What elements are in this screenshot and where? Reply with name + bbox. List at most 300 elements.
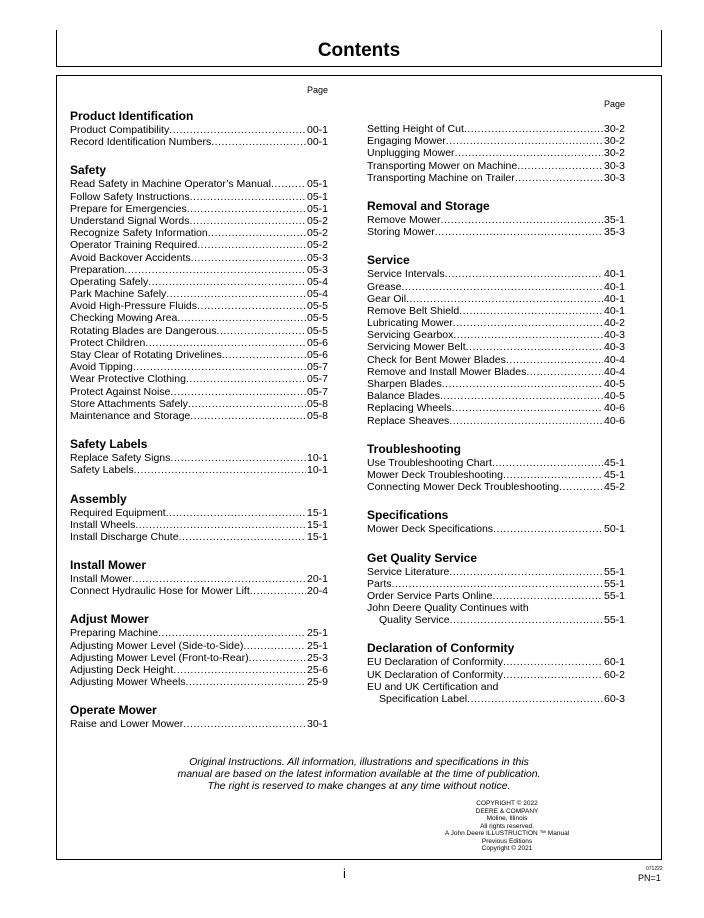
toc-entry-page: 40-1 — [603, 292, 625, 305]
toc-section-heading[interactable]: Operate Mower — [70, 703, 157, 718]
dot-leader — [503, 656, 603, 668]
toc-entry-title: Protect Children — [70, 336, 146, 349]
toc-entry-title: Setting Height of Cut — [367, 123, 464, 135]
dot-leader — [250, 585, 306, 597]
toc-entry[interactable] — [70, 337, 328, 349]
dot-leader — [191, 252, 306, 264]
toc-entry-page: 30-3 — [603, 159, 625, 172]
toc-entry[interactable] — [70, 276, 328, 288]
toc-entry[interactable] — [70, 325, 328, 337]
toc-entry-page: 10-1 — [306, 464, 328, 477]
toc-entry[interactable] — [70, 676, 328, 688]
toc-entry-page: 45-2 — [603, 481, 625, 494]
toc-entry-title: EU Declaration of Conformity — [367, 656, 503, 669]
dot-leader — [467, 693, 603, 705]
toc-entry-page: 10-1 — [306, 452, 328, 465]
toc-entry[interactable] — [367, 226, 625, 238]
toc-entry-title: Grease — [367, 280, 402, 293]
toc-entry-page: 05-3 — [306, 263, 328, 276]
toc-entry[interactable] — [70, 136, 328, 148]
page-column-header: Page — [603, 99, 625, 109]
toc-entry[interactable] — [70, 573, 328, 585]
toc-entry-page: 40-3 — [603, 341, 625, 354]
toc-entry[interactable] — [70, 361, 328, 373]
toc-entry-title: Wear Protective Clothing — [70, 373, 186, 386]
dot-leader — [132, 573, 306, 585]
toc-entry-title: Parts — [367, 577, 392, 590]
toc-entry-page: 60-3 — [603, 693, 625, 705]
toc-entry[interactable] — [367, 135, 625, 147]
dot-leader — [559, 481, 603, 493]
dot-leader — [166, 288, 306, 300]
dot-leader — [188, 398, 306, 410]
toc-entry-title: Remove Belt Shield — [367, 304, 460, 317]
toc-entry[interactable] — [70, 664, 328, 676]
toc-entry-page: 05-8 — [306, 397, 328, 410]
dot-leader — [493, 523, 603, 535]
toc-entry-page: 30-2 — [603, 147, 625, 160]
toc-entry-page: 05-1 — [306, 202, 328, 215]
toc-entry-page: 05-7 — [306, 361, 328, 374]
toc-entry-title: Product Compatibility — [70, 124, 170, 136]
toc-section — [367, 200, 625, 238]
toc-entry-page: 25-1 — [306, 627, 328, 640]
dot-leader — [271, 178, 306, 190]
dot-leader — [133, 361, 306, 373]
toc-entry-page: 50-1 — [603, 523, 625, 536]
toc-entry[interactable] — [70, 507, 328, 519]
toc-entry[interactable] — [70, 288, 328, 300]
toc-entry-title: EU and UK Certification and — [367, 680, 499, 693]
toc-entry[interactable] — [367, 590, 625, 602]
toc-entry-page: 30-1 — [306, 718, 328, 731]
toc-entry-title: Gear Oil — [367, 292, 407, 305]
toc-entry-title: Transporting Machine on Trailer — [367, 171, 515, 184]
toc-entry[interactable] — [70, 410, 328, 422]
toc-entry-title: Avoid Tipping — [70, 361, 133, 374]
toc-entry-title: Adjusting Mower Level (Side-to-Side) — [70, 639, 244, 652]
toc-entry-title: Storing Mower — [367, 226, 435, 239]
dot-leader — [158, 627, 306, 639]
toc-entry[interactable] — [367, 656, 625, 668]
toc-entry[interactable] — [367, 469, 625, 481]
toc-entry-page: 40-6 — [603, 402, 625, 415]
toc-entry-title: Transporting Mower on Machine — [367, 159, 518, 172]
dot-leader — [506, 354, 603, 366]
note-line: The right is reserved to make changes at any time without notice. — [207, 780, 511, 792]
dot-leader — [187, 203, 306, 215]
toc-entry[interactable] — [70, 585, 328, 597]
toc-entry[interactable] — [70, 718, 328, 730]
toc-entry[interactable] — [70, 239, 328, 251]
toc-entry-title: John Deere Quality Continues with — [367, 602, 529, 615]
toc-section — [367, 509, 625, 535]
toc-entry-title: Install Wheels — [70, 518, 136, 531]
toc-entry[interactable] — [70, 386, 328, 398]
toc-entry-page: 30-3 — [603, 171, 625, 184]
toc-section — [70, 438, 328, 476]
dot-leader — [440, 390, 603, 402]
toc-entry[interactable] — [70, 531, 328, 543]
toc-entry-page: 55-1 — [603, 565, 625, 578]
dot-leader — [441, 214, 603, 226]
toc-entry-title: Understand Signal Words — [70, 214, 190, 227]
dot-leader — [124, 264, 306, 276]
toc-entry-page: 15-1 — [306, 530, 328, 543]
copyright-line: COPYRIGHT © 2022 — [476, 800, 538, 807]
toc-entry-page: 60-1 — [603, 656, 625, 669]
toc-entry-title: Required Equipment — [70, 506, 166, 519]
toc-entry[interactable] — [367, 415, 625, 427]
dot-leader — [179, 531, 306, 543]
toc-section-heading[interactable]: Removal and Storage — [367, 198, 490, 213]
toc-entry-title: Follow Safety Instructions — [70, 190, 190, 203]
dot-leader — [189, 215, 306, 227]
toc-entry-title: Raise and Lower Mower — [70, 718, 184, 731]
toc-entry[interactable] — [70, 349, 328, 361]
toc-entry-page: 05-4 — [306, 275, 328, 288]
dot-leader — [503, 469, 603, 481]
dot-leader — [208, 227, 306, 239]
toc-section — [70, 613, 328, 688]
toc-entry-title: Remove and Install Mower Blades — [367, 365, 527, 378]
toc-entry-title: Rotating Blades are Dangerous — [70, 324, 217, 337]
toc-entry-page: 05-8 — [306, 409, 328, 422]
left-column — [70, 84, 328, 747]
toc-entry[interactable] — [70, 519, 328, 531]
toc-entry-page: 00-1 — [306, 136, 328, 149]
toc-entry[interactable] — [70, 452, 328, 464]
toc-entry[interactable] — [367, 523, 625, 535]
toc-section-heading[interactable]: Assembly — [70, 491, 127, 506]
page-folio: i — [343, 866, 346, 881]
toc-entry[interactable] — [70, 300, 328, 312]
toc-entry[interactable] — [70, 373, 328, 385]
toc-entry-page: 05-6 — [306, 336, 328, 349]
toc-entry[interactable] — [367, 341, 625, 353]
toc-entry-title: Maintenance and Storage — [70, 409, 191, 422]
toc-entry-page: 25-1 — [306, 639, 328, 652]
toc-entry[interactable] — [367, 293, 625, 305]
toc-entry[interactable] — [70, 191, 328, 203]
dot-leader — [170, 452, 306, 464]
toc-section-heading[interactable]: Product Identification — [70, 109, 194, 123]
toc-section — [367, 443, 625, 494]
toc-entry-page: 05-2 — [306, 214, 328, 227]
toc-entry[interactable] — [367, 578, 625, 590]
toc-entry-title: Checking Mowing Area — [70, 312, 178, 325]
toc-entry-page: 25-9 — [306, 676, 328, 689]
toc-entry-title: Adjusting Deck Height — [70, 664, 174, 676]
toc-entry-page: 05-3 — [306, 251, 328, 264]
toc-entry-page: 05-5 — [306, 312, 328, 325]
dot-leader — [190, 191, 306, 203]
dot-leader — [148, 276, 306, 288]
toc-entry-title: Replace Sheaves — [367, 414, 450, 427]
toc-entry[interactable] — [367, 317, 625, 329]
toc-entry[interactable] — [70, 652, 328, 664]
toc-section-heading[interactable]: Troubleshooting — [367, 441, 461, 456]
dot-leader — [446, 135, 603, 147]
dot-leader — [166, 507, 306, 519]
revision-code: 071222 — [646, 866, 663, 872]
toc-entry-page: 05-1 — [306, 190, 328, 203]
dot-leader — [145, 337, 306, 349]
toc-entry-page: 20-1 — [306, 573, 328, 586]
copyright-line: Copyright © 2021 — [481, 845, 533, 852]
dot-leader — [211, 136, 306, 148]
toc-entry-title: Adjusting Mower Wheels — [70, 676, 186, 689]
copyright-line: Moline, Illinois — [486, 815, 528, 822]
toc-section-heading[interactable]: Service — [367, 253, 410, 268]
toc-entry[interactable] — [367, 281, 625, 293]
toc-entry-page: 60-2 — [603, 668, 625, 681]
toc-entry[interactable] — [367, 602, 625, 614]
toc-entry[interactable] — [367, 566, 625, 578]
toc-entry[interactable] — [70, 312, 328, 324]
dot-leader — [492, 590, 603, 602]
toc-section-heading[interactable]: Declaration of Conformity — [367, 641, 515, 656]
toc-entry-title: Operator Training Required — [70, 239, 198, 252]
original-instructions-note — [57, 756, 661, 792]
right-column — [367, 98, 625, 721]
toc-entry-page: 05-2 — [306, 239, 328, 252]
toc-section-heading[interactable]: Install Mower — [70, 558, 147, 573]
dot-leader — [445, 268, 603, 280]
toc-entry[interactable] — [70, 124, 328, 136]
toc-entry-title: Install Discharge Chute — [70, 530, 179, 543]
dot-leader — [517, 160, 603, 172]
toc-entry-title: Connecting Mower Deck Troubleshooting — [367, 481, 560, 494]
toc-entry-page: 45-1 — [603, 468, 625, 481]
toc-entry-page: 30-2 — [603, 123, 625, 135]
toc-entry-title: Avoid Backover Accidents — [70, 251, 191, 264]
toc-entry-page: 05-7 — [306, 373, 328, 386]
dot-leader — [177, 312, 306, 324]
toc-entry-title: Lubricating Mower — [367, 317, 453, 330]
toc-entry[interactable] — [367, 305, 625, 317]
toc-entry[interactable] — [367, 123, 625, 135]
toc-entry[interactable] — [70, 398, 328, 410]
toc-section — [70, 493, 328, 544]
note-line: manual are based on the latest information available at the time of publication. — [177, 768, 541, 780]
dot-leader — [515, 172, 603, 184]
copyright-line: All rights reserved. — [480, 822, 534, 830]
toc-section-heading[interactable]: Safety Labels — [70, 437, 148, 452]
dot-leader — [526, 366, 603, 378]
toc-entry-page: 05-6 — [306, 349, 328, 361]
toc-entry-title: Install Mower — [70, 573, 132, 586]
toc-entry-page: 45-1 — [603, 456, 625, 469]
title-box — [56, 30, 662, 67]
toc-entry-page: 05-1 — [306, 178, 328, 191]
dot-leader — [197, 300, 306, 312]
toc-section — [70, 164, 328, 422]
toc-entry-title: Prepare for Emergencies — [70, 202, 187, 215]
toc-entry-title: Order Service Parts Online — [367, 589, 493, 602]
toc-section — [367, 552, 625, 627]
dot-leader — [459, 305, 603, 317]
dot-leader — [243, 640, 306, 652]
dot-leader — [186, 373, 306, 385]
toc-entry-title: Replacing Wheels — [367, 402, 452, 415]
dot-leader — [222, 349, 306, 361]
toc-entry[interactable] — [367, 681, 625, 693]
toc-entry-title: Unplugging Mower — [367, 147, 455, 160]
toc-entry[interactable] — [367, 214, 625, 226]
dot-leader — [435, 226, 603, 238]
toc-entry-page: 30-2 — [603, 135, 625, 148]
toc-entry[interactable] — [367, 457, 625, 469]
toc-entry-page: 35-3 — [603, 226, 625, 239]
page-number: PN=1 — [638, 873, 661, 883]
toc-entry[interactable] — [70, 215, 328, 227]
toc-entry[interactable] — [70, 252, 328, 264]
dot-leader — [186, 676, 306, 688]
toc-entry-title: Stay Clear of Rotating Drivelines — [70, 349, 222, 361]
toc-entry-page: 15-1 — [306, 518, 328, 531]
toc-entry[interactable] — [367, 390, 625, 402]
dot-leader — [453, 317, 603, 329]
toc-entry-page: 40-4 — [603, 365, 625, 378]
toc-section-heading[interactable]: Specifications — [367, 508, 449, 523]
toc-entry[interactable] — [367, 172, 625, 184]
toc-entry-title: Engaging Mower — [367, 135, 446, 148]
toc-entry-title: Remove Mower — [367, 213, 441, 226]
dot-leader — [173, 664, 306, 676]
toc-section — [70, 110, 328, 148]
toc-entry-page: 00-1 — [306, 124, 328, 136]
toc-entry-page: 20-4 — [306, 585, 328, 598]
toc-entry-title-cont: Quality Service — [379, 614, 450, 627]
toc-entry-page: 55-1 — [603, 589, 625, 602]
toc-entry-title: Record Identification Numbers — [70, 136, 212, 149]
dot-leader — [442, 378, 603, 390]
toc-entry[interactable] — [70, 627, 328, 639]
toc-entry-title: Connect Hydraulic Hose for Mower Lift — [70, 585, 250, 598]
note-line: Original Instructions. All information, illustrations and specifications in this — [189, 756, 529, 768]
page-column-header: Page — [306, 85, 328, 95]
toc-entry-title: Avoid High-Pressure Fluids — [70, 300, 198, 313]
dot-leader — [170, 386, 306, 398]
dot-leader — [450, 614, 603, 626]
toc-entry-page: 40-4 — [603, 353, 625, 366]
toc-entry[interactable] — [367, 669, 625, 681]
toc-entry[interactable] — [367, 354, 625, 366]
toc-section-heading[interactable]: Safety — [70, 163, 107, 178]
toc-entry-page: 40-2 — [603, 317, 625, 330]
dot-leader — [449, 415, 603, 427]
copyright-line: A John Deere ILLUSTRUCTION ™ Manual — [444, 830, 570, 837]
toc-entry-page: 05-2 — [306, 227, 328, 240]
dot-leader — [503, 669, 603, 681]
dot-leader — [401, 281, 603, 293]
toc-entry[interactable] — [70, 264, 328, 276]
dot-leader — [183, 718, 306, 730]
toc-entry-title: Adjusting Mower Level (Front-to-Rear) — [70, 651, 249, 664]
dot-leader — [464, 123, 603, 135]
toc-entry[interactable] — [70, 640, 328, 652]
dot-leader — [455, 147, 603, 159]
toc-entry-title: Use Troubleshooting Chart — [367, 456, 492, 469]
dot-leader — [135, 519, 306, 531]
toc-entry-title: Sharpen Blades — [367, 378, 442, 390]
toc-entry[interactable] — [70, 203, 328, 215]
toc-entry[interactable] — [367, 402, 625, 414]
toc-entry-page: 05-5 — [306, 324, 328, 337]
toc-entry-page: 40-1 — [603, 268, 625, 281]
toc-section-heading[interactable]: Get Quality Service — [367, 550, 478, 565]
toc-section-continued — [367, 123, 625, 184]
toc-entry[interactable] — [367, 366, 625, 378]
toc-section-heading[interactable]: Adjust Mower — [70, 612, 149, 627]
toc-entry[interactable] — [70, 464, 328, 476]
dot-leader — [406, 293, 603, 305]
toc-entry-title: Mower Deck Specifications — [367, 523, 494, 536]
toc-entry-page: 25-3 — [306, 651, 328, 664]
toc-entry[interactable] — [70, 227, 328, 239]
dot-leader — [453, 329, 603, 341]
toc-entry-title: Read Safety in Machine Operator’s Manual — [70, 178, 271, 191]
copyright-block — [437, 800, 577, 853]
toc-entry[interactable] — [367, 329, 625, 341]
toc-entry-page: 40-1 — [603, 280, 625, 293]
toc-section — [367, 642, 625, 705]
toc-entry-page: 05-7 — [306, 385, 328, 398]
dot-leader — [392, 578, 603, 590]
toc-entry-page: 25-6 — [306, 664, 328, 676]
toc-entry-page: 40-5 — [603, 378, 625, 390]
toc-entry-page: 40-3 — [603, 329, 625, 342]
dot-leader — [492, 457, 603, 469]
toc-entry-title: Recognize Safety Information — [70, 227, 208, 240]
dot-leader — [169, 124, 306, 136]
toc-entry-title: Service Literature — [367, 565, 450, 578]
toc-entry-title: Park Machine Safely — [70, 288, 167, 301]
copyright-line: Previous Editions — [481, 837, 533, 845]
toc-entry[interactable] — [70, 178, 328, 190]
toc-entry-page: 55-1 — [603, 614, 625, 627]
toc-entry[interactable] — [367, 268, 625, 280]
toc-entry-page: 40-5 — [603, 390, 625, 403]
page-title: Contents — [317, 40, 401, 61]
toc-entry-title: Servicing Gearbox — [367, 329, 454, 342]
copyright-line: DEERE & COMPANY — [475, 807, 539, 815]
toc-entry-title: Preparing Machine — [70, 627, 159, 640]
toc-entry[interactable] — [367, 378, 625, 390]
dot-leader — [249, 652, 306, 664]
dot-leader — [134, 464, 306, 476]
toc-entry-page: 40-1 — [603, 304, 625, 317]
toc-entry-page: 15-1 — [306, 506, 328, 519]
toc-entry-page: 05-4 — [306, 288, 328, 301]
toc-entry-title: UK Declaration of Conformity — [367, 668, 503, 681]
dot-leader — [466, 341, 603, 353]
dot-leader — [190, 410, 306, 422]
toc-entry-page: 40-6 — [603, 414, 625, 427]
toc-entry[interactable] — [367, 160, 625, 172]
toc-section — [367, 254, 625, 426]
toc-entry[interactable] — [367, 481, 625, 493]
toc-entry-title: Check for Bent Mower Blades — [367, 353, 506, 366]
toc-entry[interactable] — [367, 147, 625, 159]
toc-entry-page: 05-5 — [306, 300, 328, 313]
toc-entry-page: 35-1 — [603, 213, 625, 226]
toc-entry-continuation[interactable] — [367, 614, 625, 626]
toc-entry-continuation[interactable] — [367, 693, 625, 705]
dot-leader — [452, 402, 603, 414]
toc-entry-title-cont: Specification Label — [379, 693, 468, 705]
